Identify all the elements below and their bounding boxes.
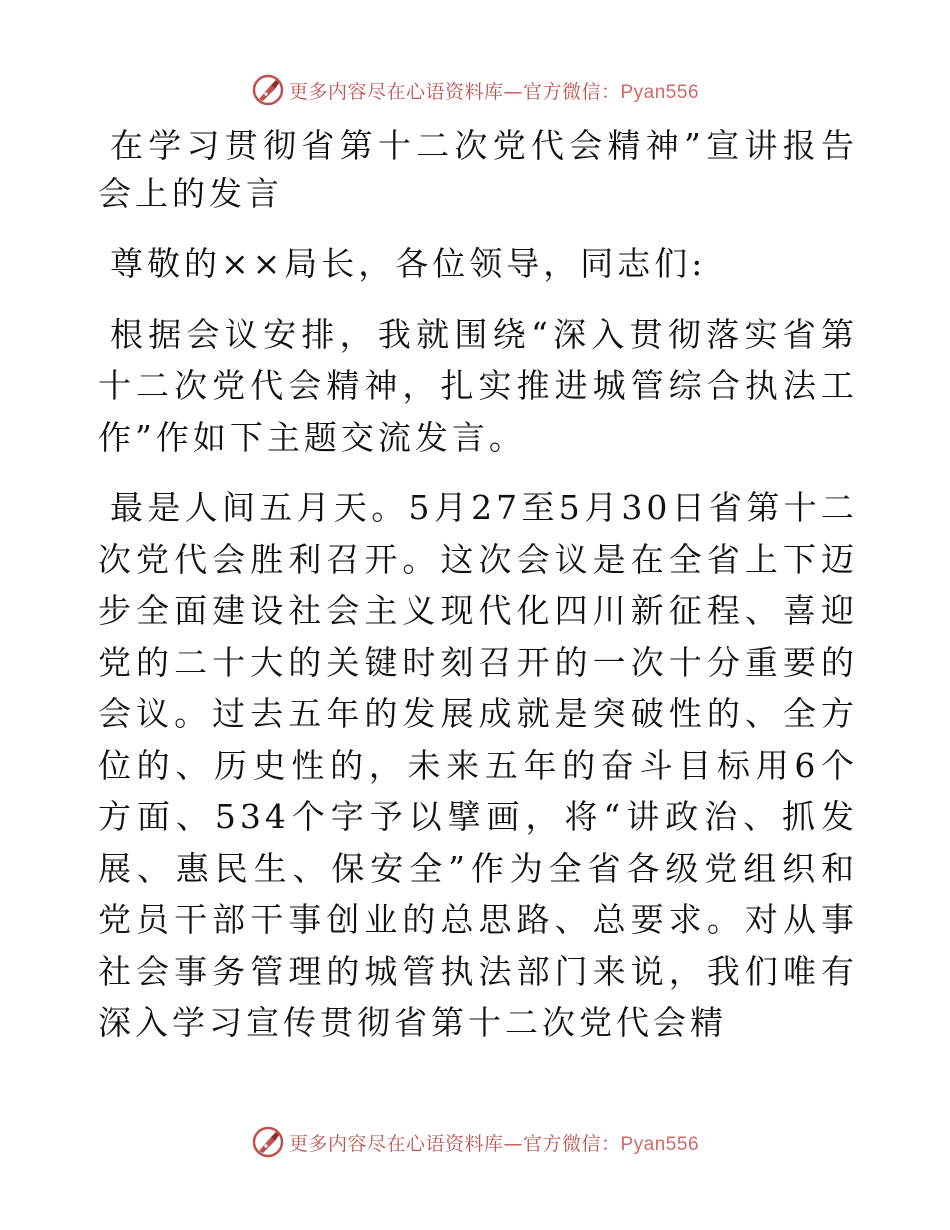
header-watermark (0, 72, 950, 108)
watermark-text (289, 77, 699, 104)
document-body (98, 122, 858, 1068)
watermark-wechat-id: Pyan556 (620, 1133, 700, 1155)
watermark-wechat-id: Pyan556 (620, 81, 700, 103)
footer-watermark (0, 1124, 950, 1160)
watermark-official-label: 官方微信： (522, 1132, 621, 1155)
salutation: 尊敬的××局长，各位领导，同志们: (110, 244, 707, 283)
body-paragraph: 根据会议安排，我就围绕“深入贯彻落实省第十二次党代会精神，扎实推进城管综合执法工作”作如下主题交流发言。 (98, 314, 858, 457)
fountain-pen-logo-icon (251, 73, 285, 107)
watermark-official-label: 官方微信： (522, 80, 621, 103)
watermark-text (289, 1129, 699, 1156)
watermark-separator: — (503, 80, 523, 103)
watermark-main-text: 更多内容尽在心语资料库 (288, 1132, 504, 1155)
document-title: 在学习贯彻省第十二次党代会精神”宣讲报告会上的发言 (98, 126, 858, 213)
watermark-separator: — (503, 1132, 523, 1155)
fountain-pen-logo-icon (251, 1125, 285, 1159)
body-paragraph: 最是人间五月天。5月27至5月30日省第十二次党代会胜利召开。这次会议是在全省上下迈步全面建设社会主义现代化四川新征程、喜迎党的二十大的关键时刻召开的一次十分重要的会议。过去五年的发展成就是突破性的、全方位的、历史性的，未来五年的奋斗目标用6个方面、534个字予以擘画，将“讲政治、抓发展、惠民生、保安全”作为全省各级党组织和党员干部干事创业的总思路、总要求。对从事社会事务管理的城管执法部门来说，我们唯有深入学习宣传贯彻省第十二次党代会精 (98, 488, 858, 1042)
watermark-main-text: 更多内容尽在心语资料库 (288, 80, 504, 103)
